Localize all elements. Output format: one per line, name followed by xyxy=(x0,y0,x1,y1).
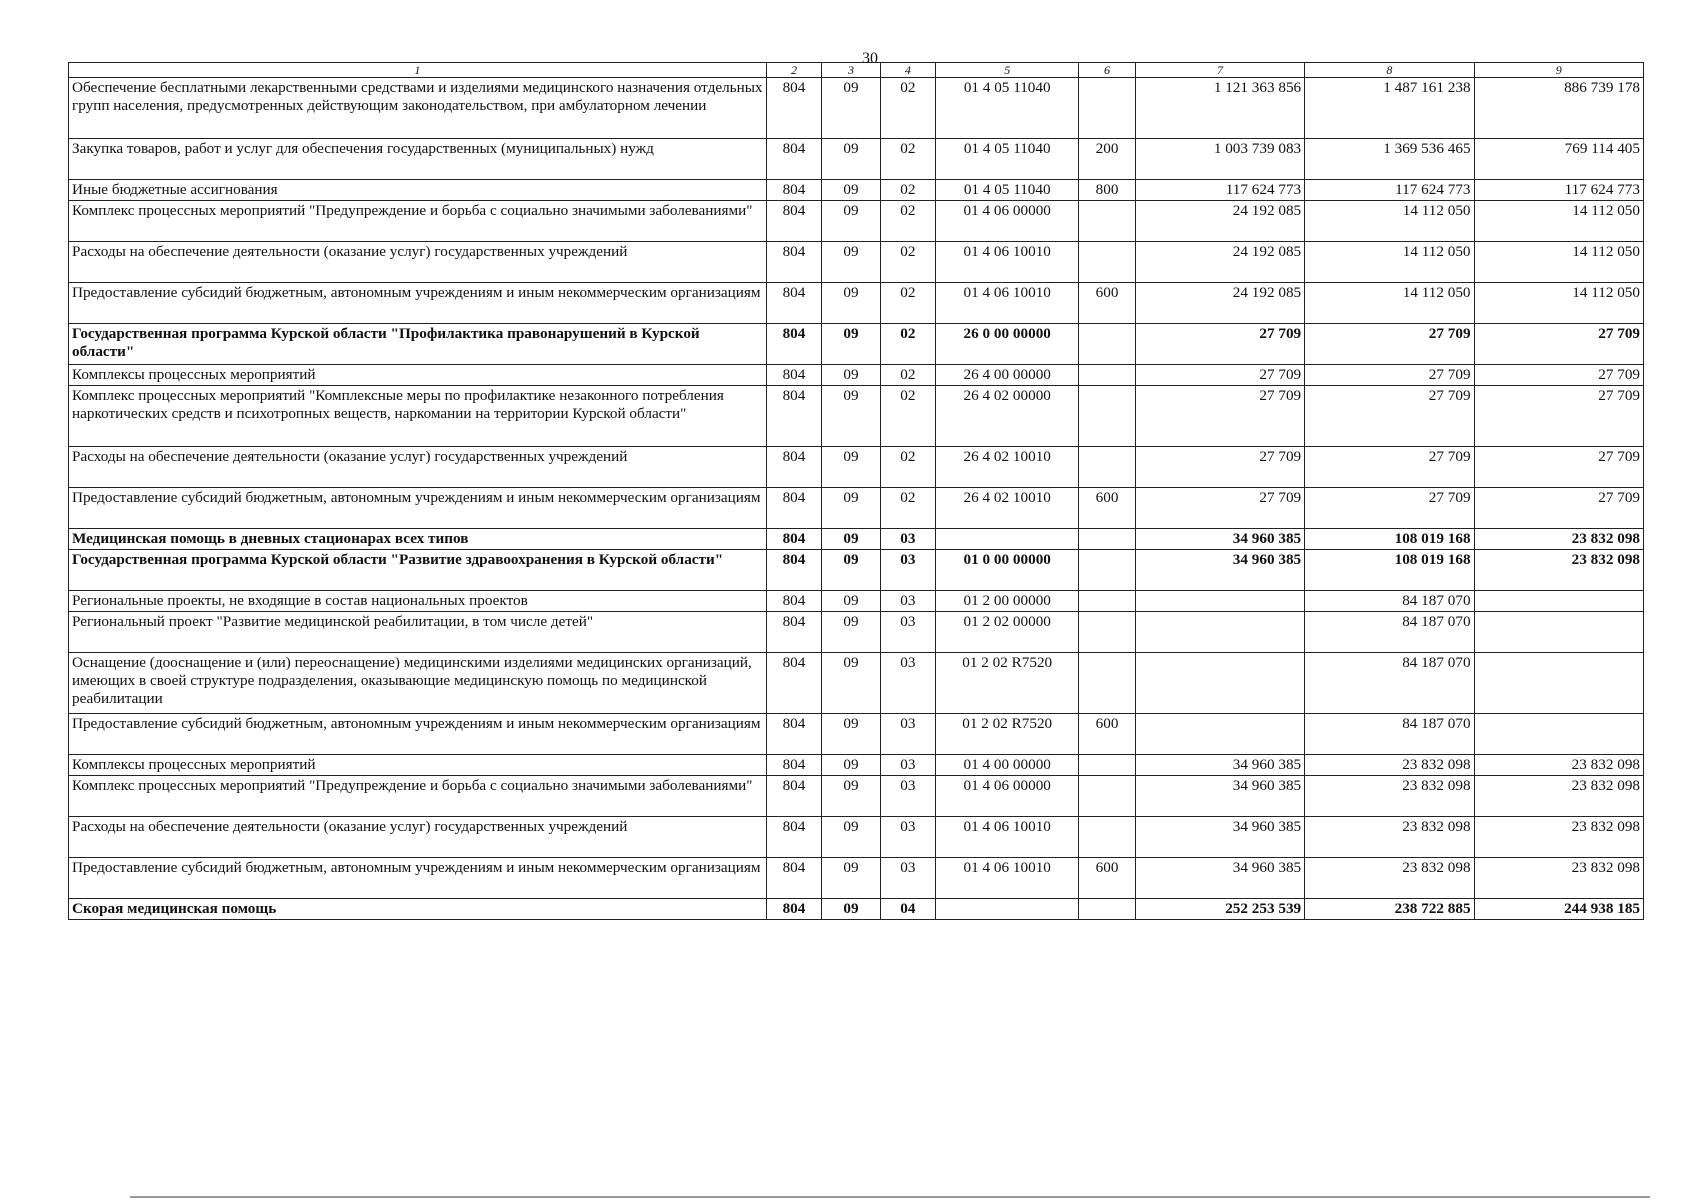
amount-col9: 23 832 098 xyxy=(1474,550,1643,591)
row-name: Иные бюджетные ассигнования xyxy=(69,180,767,201)
row-name: Предоставление субсидий бюджетным, автономным учреждениям и иным некоммерческим организациям xyxy=(69,858,767,899)
expense-type: 600 xyxy=(1079,283,1135,324)
admin-code: 804 xyxy=(766,180,821,201)
row-name: Предоставление субсидий бюджетным, автономным учреждениям и иным некоммерческим организациям xyxy=(69,714,767,755)
amount-col7: 27 709 xyxy=(1135,386,1304,447)
admin-code: 804 xyxy=(766,201,821,242)
table-row xyxy=(69,78,1644,139)
amount-col9: 23 832 098 xyxy=(1474,529,1643,550)
expense-type xyxy=(1079,242,1135,283)
admin-code: 804 xyxy=(766,776,821,817)
admin-code: 804 xyxy=(766,242,821,283)
column-number: 9 xyxy=(1474,63,1643,78)
table-row xyxy=(69,180,1644,201)
section-code: 09 xyxy=(822,612,880,653)
amount-col9 xyxy=(1474,612,1643,653)
subsection-code: 03 xyxy=(880,817,935,858)
admin-code: 804 xyxy=(766,612,821,653)
section-code: 09 xyxy=(822,386,880,447)
subsection-code: 04 xyxy=(880,899,935,920)
subsection-code: 03 xyxy=(880,776,935,817)
target-article: 26 0 00 00000 xyxy=(936,324,1079,365)
amount-col7 xyxy=(1135,653,1304,714)
section-code: 09 xyxy=(822,283,880,324)
subsection-code: 02 xyxy=(880,139,935,180)
admin-code: 804 xyxy=(766,899,821,920)
admin-code: 804 xyxy=(766,653,821,714)
admin-code: 804 xyxy=(766,386,821,447)
target-article: 01 0 00 00000 xyxy=(936,550,1079,591)
expense-type xyxy=(1079,386,1135,447)
target-article: 26 4 02 10010 xyxy=(936,447,1079,488)
column-number: 6 xyxy=(1079,63,1135,78)
target-article: 01 4 05 11040 xyxy=(936,139,1079,180)
expense-type xyxy=(1079,78,1135,139)
target-article: 01 4 00 00000 xyxy=(936,755,1079,776)
admin-code: 804 xyxy=(766,447,821,488)
expense-type xyxy=(1079,550,1135,591)
amount-col7: 27 709 xyxy=(1135,365,1304,386)
row-name: Комплексы процессных мероприятий xyxy=(69,365,767,386)
expense-type xyxy=(1079,201,1135,242)
amount-col9: 14 112 050 xyxy=(1474,242,1643,283)
section-code: 09 xyxy=(822,899,880,920)
table-row xyxy=(69,488,1644,529)
table-row xyxy=(69,386,1644,447)
subsection-code: 02 xyxy=(880,283,935,324)
table-row xyxy=(69,776,1644,817)
amount-col9: 23 832 098 xyxy=(1474,817,1643,858)
amount-col8: 108 019 168 xyxy=(1305,550,1474,591)
table-row xyxy=(69,755,1644,776)
admin-code: 804 xyxy=(766,488,821,529)
amount-col9 xyxy=(1474,714,1643,755)
target-article: 01 2 02 00000 xyxy=(936,612,1079,653)
admin-code: 804 xyxy=(766,78,821,139)
row-name: Медицинская помощь в дневных стационарах всех типов xyxy=(69,529,767,550)
amount-col7: 34 960 385 xyxy=(1135,817,1304,858)
subsection-code: 03 xyxy=(880,755,935,776)
expense-type: 200 xyxy=(1079,139,1135,180)
target-article: 01 4 06 10010 xyxy=(936,283,1079,324)
amount-col8: 14 112 050 xyxy=(1305,201,1474,242)
column-number: 5 xyxy=(936,63,1079,78)
column-number: 4 xyxy=(880,63,935,78)
amount-col8: 108 019 168 xyxy=(1305,529,1474,550)
amount-col8: 238 722 885 xyxy=(1305,899,1474,920)
target-article: 01 2 02 R7520 xyxy=(936,653,1079,714)
row-name: Расходы на обеспечение деятельности (оказание услуг) государственных учреждений xyxy=(69,242,767,283)
expense-type: 600 xyxy=(1079,488,1135,529)
amount-col8: 27 709 xyxy=(1305,324,1474,365)
expense-type xyxy=(1079,324,1135,365)
section-code: 09 xyxy=(822,529,880,550)
amount-col9: 27 709 xyxy=(1474,324,1643,365)
amount-col9: 27 709 xyxy=(1474,365,1643,386)
target-article: 01 4 06 10010 xyxy=(936,242,1079,283)
row-name: Расходы на обеспечение деятельности (оказание услуг) государственных учреждений xyxy=(69,447,767,488)
amount-col7: 27 709 xyxy=(1135,447,1304,488)
table-row xyxy=(69,653,1644,714)
table-body xyxy=(69,78,1644,920)
target-article: 01 4 06 10010 xyxy=(936,817,1079,858)
admin-code: 804 xyxy=(766,550,821,591)
target-article: 26 4 02 00000 xyxy=(936,386,1079,447)
amount-col7: 27 709 xyxy=(1135,324,1304,365)
column-number: 8 xyxy=(1305,63,1474,78)
section-code: 09 xyxy=(822,550,880,591)
amount-col9: 23 832 098 xyxy=(1474,755,1643,776)
table-row xyxy=(69,817,1644,858)
amount-col8: 84 187 070 xyxy=(1305,612,1474,653)
table-row xyxy=(69,858,1644,899)
table-row xyxy=(69,324,1644,365)
section-code: 09 xyxy=(822,776,880,817)
amount-col9: 23 832 098 xyxy=(1474,776,1643,817)
amount-col8: 1 369 536 465 xyxy=(1305,139,1474,180)
amount-col8: 117 624 773 xyxy=(1305,180,1474,201)
expense-type xyxy=(1079,776,1135,817)
amount-col9 xyxy=(1474,653,1643,714)
admin-code: 804 xyxy=(766,365,821,386)
subsection-code: 02 xyxy=(880,365,935,386)
row-name: Комплекс процессных мероприятий "Предупреждение и борьба с социально значимыми заболеваниями" xyxy=(69,776,767,817)
row-name: Закупка товаров, работ и услуг для обеспечения государственных (муниципальных) нужд xyxy=(69,139,767,180)
amount-col8: 84 187 070 xyxy=(1305,591,1474,612)
amount-col9: 23 832 098 xyxy=(1474,858,1643,899)
row-name: Государственная программа Курской области "Развитие здравоохранения в Курской области" xyxy=(69,550,767,591)
expense-type xyxy=(1079,755,1135,776)
target-article: 01 2 00 00000 xyxy=(936,591,1079,612)
target-article: 01 2 02 R7520 xyxy=(936,714,1079,755)
amount-col7: 24 192 085 xyxy=(1135,201,1304,242)
admin-code: 804 xyxy=(766,858,821,899)
amount-col9: 27 709 xyxy=(1474,447,1643,488)
expense-type xyxy=(1079,899,1135,920)
amount-col9: 117 624 773 xyxy=(1474,180,1643,201)
subsection-code: 02 xyxy=(880,78,935,139)
admin-code: 804 xyxy=(766,755,821,776)
amount-col8: 1 487 161 238 xyxy=(1305,78,1474,139)
admin-code: 804 xyxy=(766,817,821,858)
subsection-code: 02 xyxy=(880,201,935,242)
column-number: 1 xyxy=(69,63,767,78)
admin-code: 804 xyxy=(766,591,821,612)
target-article xyxy=(936,899,1079,920)
amount-col9: 27 709 xyxy=(1474,386,1643,447)
column-number: 3 xyxy=(822,63,880,78)
column-number-row xyxy=(69,63,1644,78)
amount-col8: 27 709 xyxy=(1305,365,1474,386)
subsection-code: 03 xyxy=(880,858,935,899)
amount-col8: 84 187 070 xyxy=(1305,653,1474,714)
section-code: 09 xyxy=(822,201,880,242)
amount-col8: 27 709 xyxy=(1305,447,1474,488)
amount-col7: 34 960 385 xyxy=(1135,755,1304,776)
amount-col8: 14 112 050 xyxy=(1305,283,1474,324)
amount-col9: 769 114 405 xyxy=(1474,139,1643,180)
amount-col7: 252 253 539 xyxy=(1135,899,1304,920)
admin-code: 804 xyxy=(766,324,821,365)
row-name: Оснащение (дооснащение и (или) переоснащение) медицинскими изделиями медицинских организаций, имеющих в своей структуре подразделения, оказывающие медицинскую помощь по медицинской реабилитации xyxy=(69,653,767,714)
target-article: 01 4 05 11040 xyxy=(936,180,1079,201)
target-article: 01 4 06 10010 xyxy=(936,858,1079,899)
amount-col7: 1 121 363 856 xyxy=(1135,78,1304,139)
subsection-code: 02 xyxy=(880,386,935,447)
admin-code: 804 xyxy=(766,283,821,324)
section-code: 09 xyxy=(822,365,880,386)
target-article: 01 4 06 00000 xyxy=(936,201,1079,242)
section-code: 09 xyxy=(822,78,880,139)
table-row xyxy=(69,591,1644,612)
amount-col8: 23 832 098 xyxy=(1305,755,1474,776)
amount-col8: 23 832 098 xyxy=(1305,858,1474,899)
target-article: 26 4 02 10010 xyxy=(936,488,1079,529)
amount-col7: 27 709 xyxy=(1135,488,1304,529)
amount-col7: 34 960 385 xyxy=(1135,529,1304,550)
target-article: 01 4 06 00000 xyxy=(936,776,1079,817)
page-bottom-edge xyxy=(130,1196,1650,1198)
row-name: Обеспечение бесплатными лекарственными средствами и изделиями медицинского назначения отдельных групп населения, предусмотренных действующим законодательством, при амбулаторном лечении xyxy=(69,78,767,139)
column-number: 7 xyxy=(1135,63,1304,78)
row-name: Скорая медицинская помощь xyxy=(69,899,767,920)
expense-type xyxy=(1079,612,1135,653)
column-number: 2 xyxy=(766,63,821,78)
amount-col9 xyxy=(1474,591,1643,612)
target-article xyxy=(936,529,1079,550)
expense-type xyxy=(1079,365,1135,386)
row-name: Региональные проекты, не входящие в состав национальных проектов xyxy=(69,591,767,612)
subsection-code: 03 xyxy=(880,591,935,612)
amount-col8: 23 832 098 xyxy=(1305,817,1474,858)
subsection-code: 02 xyxy=(880,447,935,488)
table-row xyxy=(69,201,1644,242)
subsection-code: 02 xyxy=(880,324,935,365)
amount-col7: 34 960 385 xyxy=(1135,776,1304,817)
amount-col7 xyxy=(1135,714,1304,755)
table-row xyxy=(69,612,1644,653)
section-code: 09 xyxy=(822,488,880,529)
amount-col9: 14 112 050 xyxy=(1474,283,1643,324)
table-row xyxy=(69,550,1644,591)
table-row xyxy=(69,242,1644,283)
budget-table xyxy=(68,62,1644,920)
page-number: 30 xyxy=(862,50,878,67)
expense-type: 600 xyxy=(1079,714,1135,755)
expense-type: 800 xyxy=(1079,180,1135,201)
amount-col8: 14 112 050 xyxy=(1305,242,1474,283)
section-code: 09 xyxy=(822,858,880,899)
section-code: 09 xyxy=(822,324,880,365)
section-code: 09 xyxy=(822,817,880,858)
table-row xyxy=(69,365,1644,386)
section-code: 09 xyxy=(822,447,880,488)
expense-type: 600 xyxy=(1079,858,1135,899)
amount-col9: 14 112 050 xyxy=(1474,201,1643,242)
table-row xyxy=(69,139,1644,180)
expense-type xyxy=(1079,591,1135,612)
amount-col7: 34 960 385 xyxy=(1135,858,1304,899)
amount-col7: 117 624 773 xyxy=(1135,180,1304,201)
section-code: 09 xyxy=(822,180,880,201)
amount-col8: 84 187 070 xyxy=(1305,714,1474,755)
row-name: Региональный проект "Развитие медицинской реабилитации, в том числе детей" xyxy=(69,612,767,653)
section-code: 09 xyxy=(822,653,880,714)
table-row xyxy=(69,714,1644,755)
subsection-code: 02 xyxy=(880,488,935,529)
row-name: Комплексы процессных мероприятий xyxy=(69,755,767,776)
section-code: 09 xyxy=(822,714,880,755)
amount-col9: 886 739 178 xyxy=(1474,78,1643,139)
section-code: 09 xyxy=(822,591,880,612)
amount-col9: 244 938 185 xyxy=(1474,899,1643,920)
amount-col7: 24 192 085 xyxy=(1135,242,1304,283)
expense-type xyxy=(1079,447,1135,488)
row-name: Расходы на обеспечение деятельности (оказание услуг) государственных учреждений xyxy=(69,817,767,858)
amount-col7: 24 192 085 xyxy=(1135,283,1304,324)
subsection-code: 02 xyxy=(880,180,935,201)
table-row xyxy=(69,447,1644,488)
target-article: 26 4 00 00000 xyxy=(936,365,1079,386)
row-name: Государственная программа Курской области "Профилактика правонарушений в Курской области" xyxy=(69,324,767,365)
expense-type xyxy=(1079,817,1135,858)
admin-code: 804 xyxy=(766,529,821,550)
subsection-code: 02 xyxy=(880,242,935,283)
table-row xyxy=(69,283,1644,324)
amount-col8: 23 832 098 xyxy=(1305,776,1474,817)
admin-code: 804 xyxy=(766,714,821,755)
subsection-code: 03 xyxy=(880,714,935,755)
expense-type xyxy=(1079,653,1135,714)
subsection-code: 03 xyxy=(880,550,935,591)
admin-code: 804 xyxy=(766,139,821,180)
section-code: 09 xyxy=(822,139,880,180)
amount-col7: 1 003 739 083 xyxy=(1135,139,1304,180)
expense-type xyxy=(1079,529,1135,550)
row-name: Комплекс процессных мероприятий "Предупреждение и борьба с социально значимыми заболеваниями" xyxy=(69,201,767,242)
amount-col7: 34 960 385 xyxy=(1135,550,1304,591)
subsection-code: 03 xyxy=(880,653,935,714)
row-name: Предоставление субсидий бюджетным, автономным учреждениям и иным некоммерческим организациям xyxy=(69,283,767,324)
subsection-code: 03 xyxy=(880,612,935,653)
subsection-code: 03 xyxy=(880,529,935,550)
section-code: 09 xyxy=(822,242,880,283)
row-name: Комплекс процессных мероприятий "Комплексные меры по профилактике незаконного потребления наркотических средств и психотропных веществ, наркомании на территории Курской области" xyxy=(69,386,767,447)
table-row xyxy=(69,529,1644,550)
table-row xyxy=(69,899,1644,920)
target-article: 01 4 05 11040 xyxy=(936,78,1079,139)
amount-col9: 27 709 xyxy=(1474,488,1643,529)
amount-col7 xyxy=(1135,591,1304,612)
section-code: 09 xyxy=(822,755,880,776)
amount-col8: 27 709 xyxy=(1305,488,1474,529)
amount-col8: 27 709 xyxy=(1305,386,1474,447)
row-name: Предоставление субсидий бюджетным, автономным учреждениям и иным некоммерческим организациям xyxy=(69,488,767,529)
amount-col7 xyxy=(1135,612,1304,653)
